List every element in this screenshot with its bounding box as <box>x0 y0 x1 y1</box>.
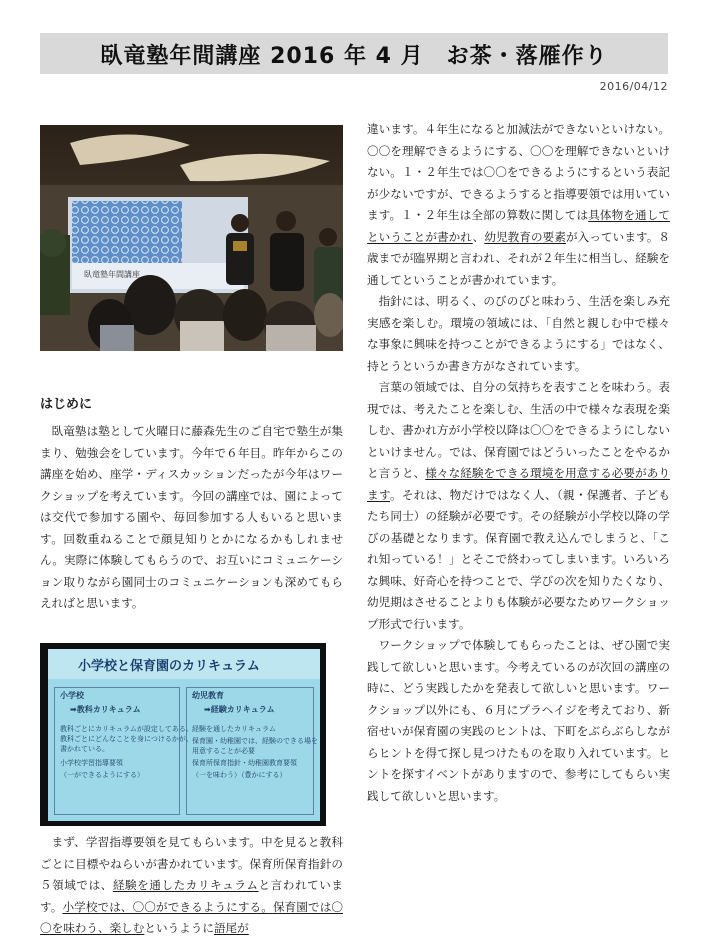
text-run: まず、学習指導要領を見てもらいます。中を見ると教科ごとに目標やねらいが書かれています。保育所保育指針の５領域では、 <box>40 835 343 892</box>
continued-paragraph <box>367 119 670 291</box>
text-run: 違います。４年生になると加減法ができないといけない。〇〇を理解できるようにする、〇〇を理解できないといけない。１・２年生では〇〇をできるようにするという表記が少ないですが、できるようすると指導要領では用いています。１・２年生は全部の算数に関しては <box>367 122 670 222</box>
slide-right-line: 保育園・幼稚園では、経験のできる場を <box>192 737 318 745</box>
text-run: 、 <box>472 229 485 244</box>
curriculum-paragraph <box>40 832 343 940</box>
slide-left-line: （一ができるようにする） <box>60 771 144 779</box>
text-run: が入っています。８歳までが臨界期と言われ、それが２年生に相当し、経験を通してということが書かれています。 <box>367 229 670 287</box>
slide-right-line: 用意することが必要 <box>192 747 255 755</box>
right-column <box>367 119 670 807</box>
underlined-phrase: 小学校では、〇〇ができるようにする。 <box>62 899 273 914</box>
title-bar <box>40 33 668 74</box>
slide-left-head: 小学校 <box>60 691 84 700</box>
slide-right-head: 幼児教育 <box>192 691 224 700</box>
slide-left-line: 小学校学習指導要領 <box>60 759 123 767</box>
slide-left-sub: ➡教科カリキュラム <box>70 705 141 714</box>
workshop-photo <box>40 125 343 351</box>
workshop-photo-illustration <box>40 125 343 351</box>
publish-date: 2016/04/12 <box>599 80 668 93</box>
page-title: 臥竜塾年間講座 2016 年 4 月 お茶・落雁作り <box>100 44 608 69</box>
text-run: 言葉の領域では、自分の気持ちを表すことを味わう。表現では、考えたことを楽しむ、生活の中で様々な表現を楽しむ、書かれ方が小学校以降は〇〇をできるようにしないといけません。では、保育園ではどういったことをやるかと言うと、 <box>367 380 670 480</box>
guideline-paragraph: 指針には、明るく、のびのびと味わう、生活を楽しみ充実感を楽しむ。環境の領域には、「自然と親しむ中で様々な事象に興味を持つことができるようにする」ではなく、持とうというか書き方がなされています。 <box>367 294 670 373</box>
workshop-paragraph: ワークショップで体験してもらったことは、ぜひ園で実践して欲しいと思います。今考えているのが次回の講座の時に、どう実践したかを発表して欲しいと思います。ワークショップ以外にも、６月にプラヘイジを考えており、新宿せいが保育園の実践のヒントは、下町をぶらぶらしながらヒントを得て探し見つけたものを取り入れています。ヒントを探すイベントがありますので、参考にしてもらい実践して欲しいと思います。 <box>367 638 670 803</box>
slide-left-line: 教科ごとにどんなことを身につけるかが、 <box>60 735 193 743</box>
underlined-phrase: 幼児教育の要素 <box>484 229 566 244</box>
slide-right-sub: ➡経験カリキュラム <box>204 705 275 714</box>
slide-caption: 臥竜塾年間講座 <box>84 270 140 279</box>
slide-title: 小学校と保育園のカリキュラム <box>78 659 260 674</box>
underlined-phrase: カリキュラム <box>185 878 259 892</box>
text-run: というように <box>144 921 214 935</box>
slide-right-line: （一を味わう）（豊かにする） <box>192 771 287 779</box>
underlined-phrase: 語尾が <box>213 921 249 935</box>
left-bottom-text-block <box>40 832 343 940</box>
underlined-phrase: 様々な経験をできる環境を用意する必要があります <box>367 466 670 502</box>
text-run: 。それは、物だけではなく人、（親・保護者、子どもたち同士）の経験が必要です。その経験が小学校以降の学びの基礎となります。保育園で教え込んでしまうと、「これ知っている！」とそこで終わってしまいます。いろいろな興味、好奇心を持つことで、学びの次を知りたくなり、幼児期はさせることよりも体験が必要なためワークショップ形式で行います。 <box>367 487 671 631</box>
intro-paragraph: 臥竜塾は塾として火曜日に藤森先生のご自宅で塾生が集まり、勉強会をしています。今年で６年目。昨年からこの講座を始め、座学・ディスカッションだったが今年はワークショップを考えています。今回の講座では、園によっては交代で参加する園や、毎回参加する人もいると思います。回数重ねることで顔見知りとかになるかもしれません。実際に体験してもらうので、お互いにコミュニケーション取りながら園同士のコミュニケーションも深めてもらえればと思います。 <box>40 424 343 610</box>
intro-text-block <box>40 421 343 615</box>
text-run: と言われています。 <box>40 878 343 914</box>
slide-left-line: 書かれている。 <box>60 745 109 753</box>
slide-right-line: 経験を通したカリキュラム <box>192 725 276 733</box>
underlined-phrase: 具体物を通してということが書かれ <box>367 208 670 244</box>
underlined-phrase: 経験を通した <box>112 878 186 892</box>
slide-left-line: 教科ごとにカリキュラムが設定してある。 <box>60 725 193 733</box>
language-paragraph <box>367 377 670 635</box>
underlined-phrase: 楽しむ <box>109 921 145 935</box>
curriculum-slide-photo <box>40 643 326 826</box>
underlined-phrase: 保育園では〇〇を味わう、 <box>40 899 343 935</box>
slide-right-line: 保育所保育指針・幼稚園教育要領 <box>192 759 297 767</box>
section-heading: はじめに <box>40 397 93 412</box>
